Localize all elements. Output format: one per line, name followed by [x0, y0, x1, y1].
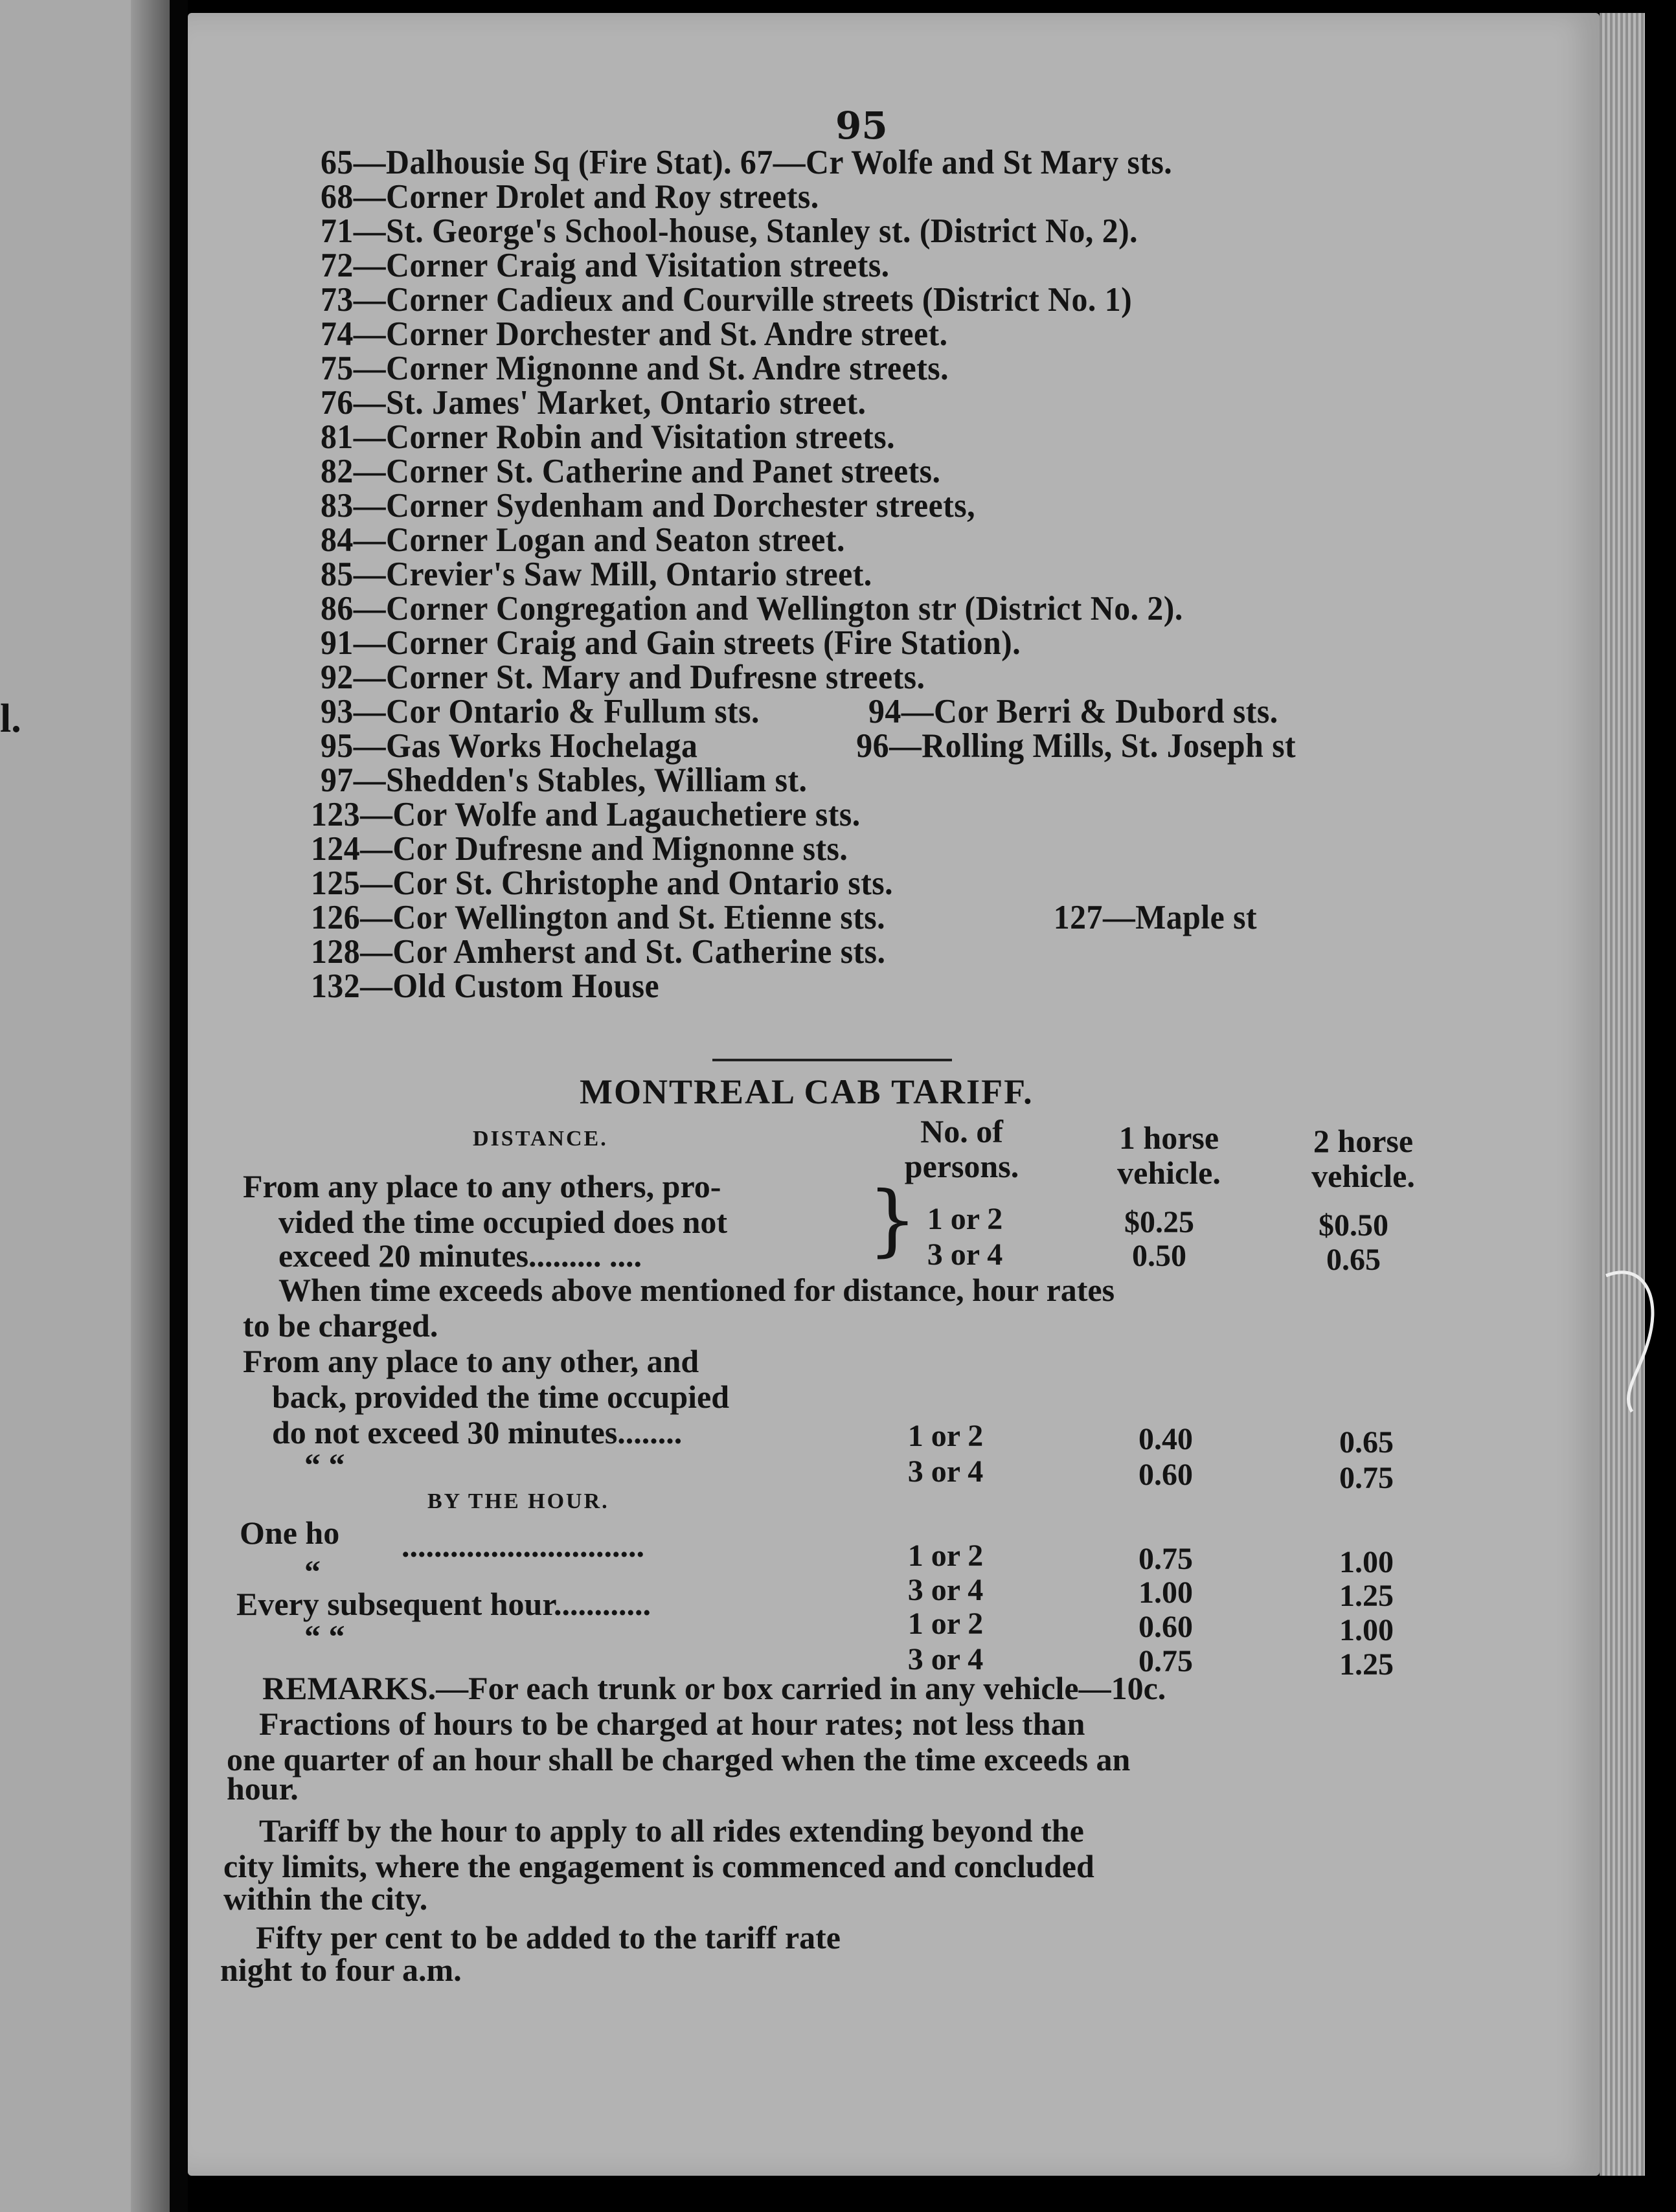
left-page-fragment: [0, 0, 170, 2212]
remarks-line1: REMARKS.—For each trunk or box carried in any vehicle—10c.: [262, 1670, 1166, 1706]
left-page-mark: l.: [0, 697, 21, 741]
list-item: [311, 866, 1446, 901]
list-item-text: 86—Corner Congregation and Wellington str (District No. 2).: [321, 590, 1183, 627]
r5-two-horse: 1.00: [1339, 1545, 1394, 1579]
list-item: [321, 317, 1447, 352]
fire-alarm-box-list: [311, 144, 1519, 1005]
col-two-horse-line1: 2 horse: [1313, 1123, 1414, 1159]
list-item: [311, 969, 1446, 1004]
list-item-text: 75—Corner Mignonne and St. Andre streets.: [321, 350, 949, 387]
page-tab-loop: [1593, 1263, 1664, 1418]
when-line2: to be charged.: [243, 1307, 438, 1344]
r2-two-horse: 0.65: [1326, 1243, 1381, 1277]
list-item-text: 81—Corner Robin and Visitation streets.: [321, 418, 896, 456]
r5-one-horse: 0.75: [1138, 1542, 1193, 1576]
list-item-text: 124—Cor Dufresne and Mignonne sts.: [311, 830, 848, 868]
list-item-text: 125—Cor St. Christophe and Ontario sts.: [311, 864, 894, 902]
r5-persons: 1 or 2: [907, 1539, 984, 1573]
tariff-title: MONTREAL CAB TARIFF.: [580, 1072, 1034, 1111]
r8-persons: 3 or 4: [907, 1642, 984, 1676]
remarks-line7: within the city.: [223, 1880, 428, 1917]
r7-two-horse: 1.00: [1339, 1613, 1394, 1647]
section-divider: [712, 1059, 952, 1061]
list-item: [321, 180, 1447, 214]
r6-two-horse: 1.25: [1339, 1579, 1394, 1613]
remarks-line6: city limits, where the engagement is commenced and concluded: [223, 1848, 1094, 1884]
list-item: [321, 660, 1447, 695]
list-item-text: 71—St. George's School-house, Stanley st. (District No, 2).: [321, 212, 1138, 250]
list-item: [311, 935, 1446, 969]
remarks-line5: Tariff by the hour to apply to all rides extending beyond the: [259, 1812, 1084, 1849]
list-item-text: 83—Corner Sydenham and Dorchester streets,: [321, 487, 976, 525]
list-item: [321, 420, 1447, 455]
ditto-1: “ “: [304, 1447, 345, 1483]
list-item: [321, 558, 1447, 592]
list-item-text: 95—Gas Works Hochelaga: [321, 727, 698, 765]
list-item: [321, 592, 1447, 626]
distance-text-line3: exceed 20 minutes......... ....: [278, 1237, 642, 1274]
list-item-text: 92—Corner St. Mary and Dufresne streets.: [321, 659, 925, 696]
list-item-text: 72—Corner Craig and Visitation streets.: [321, 247, 890, 284]
r7-one-horse: 0.60: [1138, 1610, 1193, 1644]
remarks-line9: night to four a.m.: [220, 1952, 462, 1988]
r1-persons: 1 or 2: [927, 1202, 1003, 1236]
list-item: [321, 249, 1447, 283]
remarks-line3: one quarter of an hour shall be charged when the time exceeds an: [227, 1741, 1131, 1778]
list-item-text: 123—Cor Wolfe and Lagauchetiere sts.: [311, 796, 861, 833]
list-item: [321, 386, 1447, 420]
ditto-2: “ “: [304, 1618, 345, 1654]
r7-persons: 1 or 2: [907, 1607, 984, 1641]
list-item-text: 97—Shedden's Stables, William st.: [321, 762, 808, 799]
every-subsequent-hour: Every subsequent hour............: [236, 1586, 651, 1622]
right-background: [1645, 0, 1676, 2212]
list-item-text: 74—Corner Dorchester and St. Andre street.: [321, 315, 948, 353]
distance-text-line2: vided the time occupied does not: [278, 1204, 728, 1240]
col-one-horse-header: [1088, 1120, 1250, 1190]
list-item-second-column: 127—Maple st: [1053, 899, 1258, 936]
list-item-text: 82—Corner St. Catherine and Panet streets.: [321, 453, 941, 490]
list-item-text: 91—Corner Craig and Gain streets (Fire Station).: [321, 624, 1021, 662]
when-line1: When time exceeds above mentioned for distance, hour rates: [278, 1272, 1115, 1308]
list-item: [321, 146, 1447, 180]
col-distance-header: DISTANCE.: [473, 1127, 608, 1151]
left-page-shadow: [131, 0, 170, 2212]
back-line2: back, provided the time occupied: [272, 1379, 730, 1415]
page-number: 95: [835, 104, 888, 148]
back-line3: do not exceed 30 minutes........: [272, 1414, 683, 1450]
list-item: [311, 832, 1446, 866]
page-edges: [1600, 13, 1645, 2176]
remarks-line8: Fifty per cent to be added to the tariff rate: [256, 1919, 841, 1956]
brace: }: [868, 1175, 918, 1265]
list-item: [321, 523, 1447, 558]
r3-persons: 1 or 2: [907, 1419, 984, 1453]
distance-text-line1: From any place to any others, pro-: [243, 1168, 721, 1204]
remarks-line4: hour.: [227, 1770, 299, 1807]
list-item: [321, 729, 1447, 763]
r2-one-horse: 0.50: [1132, 1239, 1186, 1273]
r6-one-horse: 1.00: [1138, 1575, 1193, 1610]
list-item-second-column: 94—Cor Berri & Dubord sts.: [868, 693, 1278, 730]
r8-two-horse: 1.25: [1339, 1647, 1394, 1682]
r4-one-horse: 0.60: [1138, 1458, 1193, 1492]
book-gutter: [170, 0, 188, 2212]
list-item: [321, 214, 1447, 249]
back-line1: From any place to any other, and: [243, 1343, 699, 1379]
list-item: [311, 901, 1446, 935]
list-item: [321, 695, 1447, 729]
by-the-hour-header: BY THE HOUR.: [427, 1489, 609, 1513]
one-hour-label: One ho: [240, 1515, 340, 1551]
list-item-text: 128—Cor Amherst and St. Catherine sts.: [311, 933, 886, 971]
list-item: [321, 626, 1447, 660]
col-two-horse-header: [1282, 1123, 1444, 1193]
r4-two-horse: 0.75: [1339, 1461, 1394, 1495]
r1-two-horse: $0.50: [1319, 1208, 1388, 1243]
one-hour-leaders: ..............................: [402, 1528, 644, 1564]
r3-two-horse: 0.65: [1339, 1425, 1394, 1460]
list-item-text: 84—Corner Logan and Seaton street.: [321, 521, 845, 559]
col-persons-line1: No. of: [920, 1113, 1003, 1149]
r3-one-horse: 0.40: [1138, 1422, 1193, 1456]
remarks-line2: Fractions of hours to be charged at hour rates; not less than: [259, 1706, 1085, 1742]
list-item-text: 93—Cor Ontario & Fullum sts.: [321, 693, 760, 730]
col-one-horse-line2: vehicle.: [1117, 1155, 1221, 1191]
list-item: [321, 489, 1447, 523]
list-item: [311, 798, 1446, 832]
col-persons-line2: persons.: [904, 1148, 1019, 1184]
list-item: [321, 283, 1447, 317]
list-item-second-column: 96—Rolling Mills, St. Joseph st: [856, 727, 1297, 765]
r6-persons: 3 or 4: [907, 1573, 984, 1607]
list-item: [321, 455, 1447, 489]
r4-persons: 3 or 4: [907, 1454, 984, 1489]
list-item-text: 132—Old Custom House: [311, 967, 660, 1005]
col-one-horse-line1: 1 horse: [1118, 1120, 1219, 1156]
list-item: [321, 352, 1447, 386]
list-item-text: 73—Corner Cadieux and Courville streets (District No. 1): [321, 281, 1133, 319]
r2-persons: 3 or 4: [927, 1237, 1003, 1272]
col-persons-header: [881, 1114, 1043, 1184]
col-two-horse-line2: vehicle.: [1311, 1158, 1415, 1194]
list-item-text: 126—Cor Wellington and St. Etienne sts.: [311, 899, 886, 936]
r1-one-horse: $0.25: [1124, 1205, 1194, 1239]
list-item-text: 68—Corner Drolet and Roy streets.: [321, 178, 819, 216]
list-item-text: 65—Dalhousie Sq (Fire Stat). 67—Cr Wolfe and St Mary sts.: [321, 144, 1173, 181]
list-item-text: 76—St. James' Market, Ontario street.: [321, 384, 866, 422]
ditto-short: “: [304, 1553, 321, 1590]
r8-one-horse: 0.75: [1138, 1644, 1193, 1678]
list-item-text: 85—Crevier's Saw Mill, Ontario street.: [321, 556, 872, 593]
list-item: [321, 763, 1447, 798]
